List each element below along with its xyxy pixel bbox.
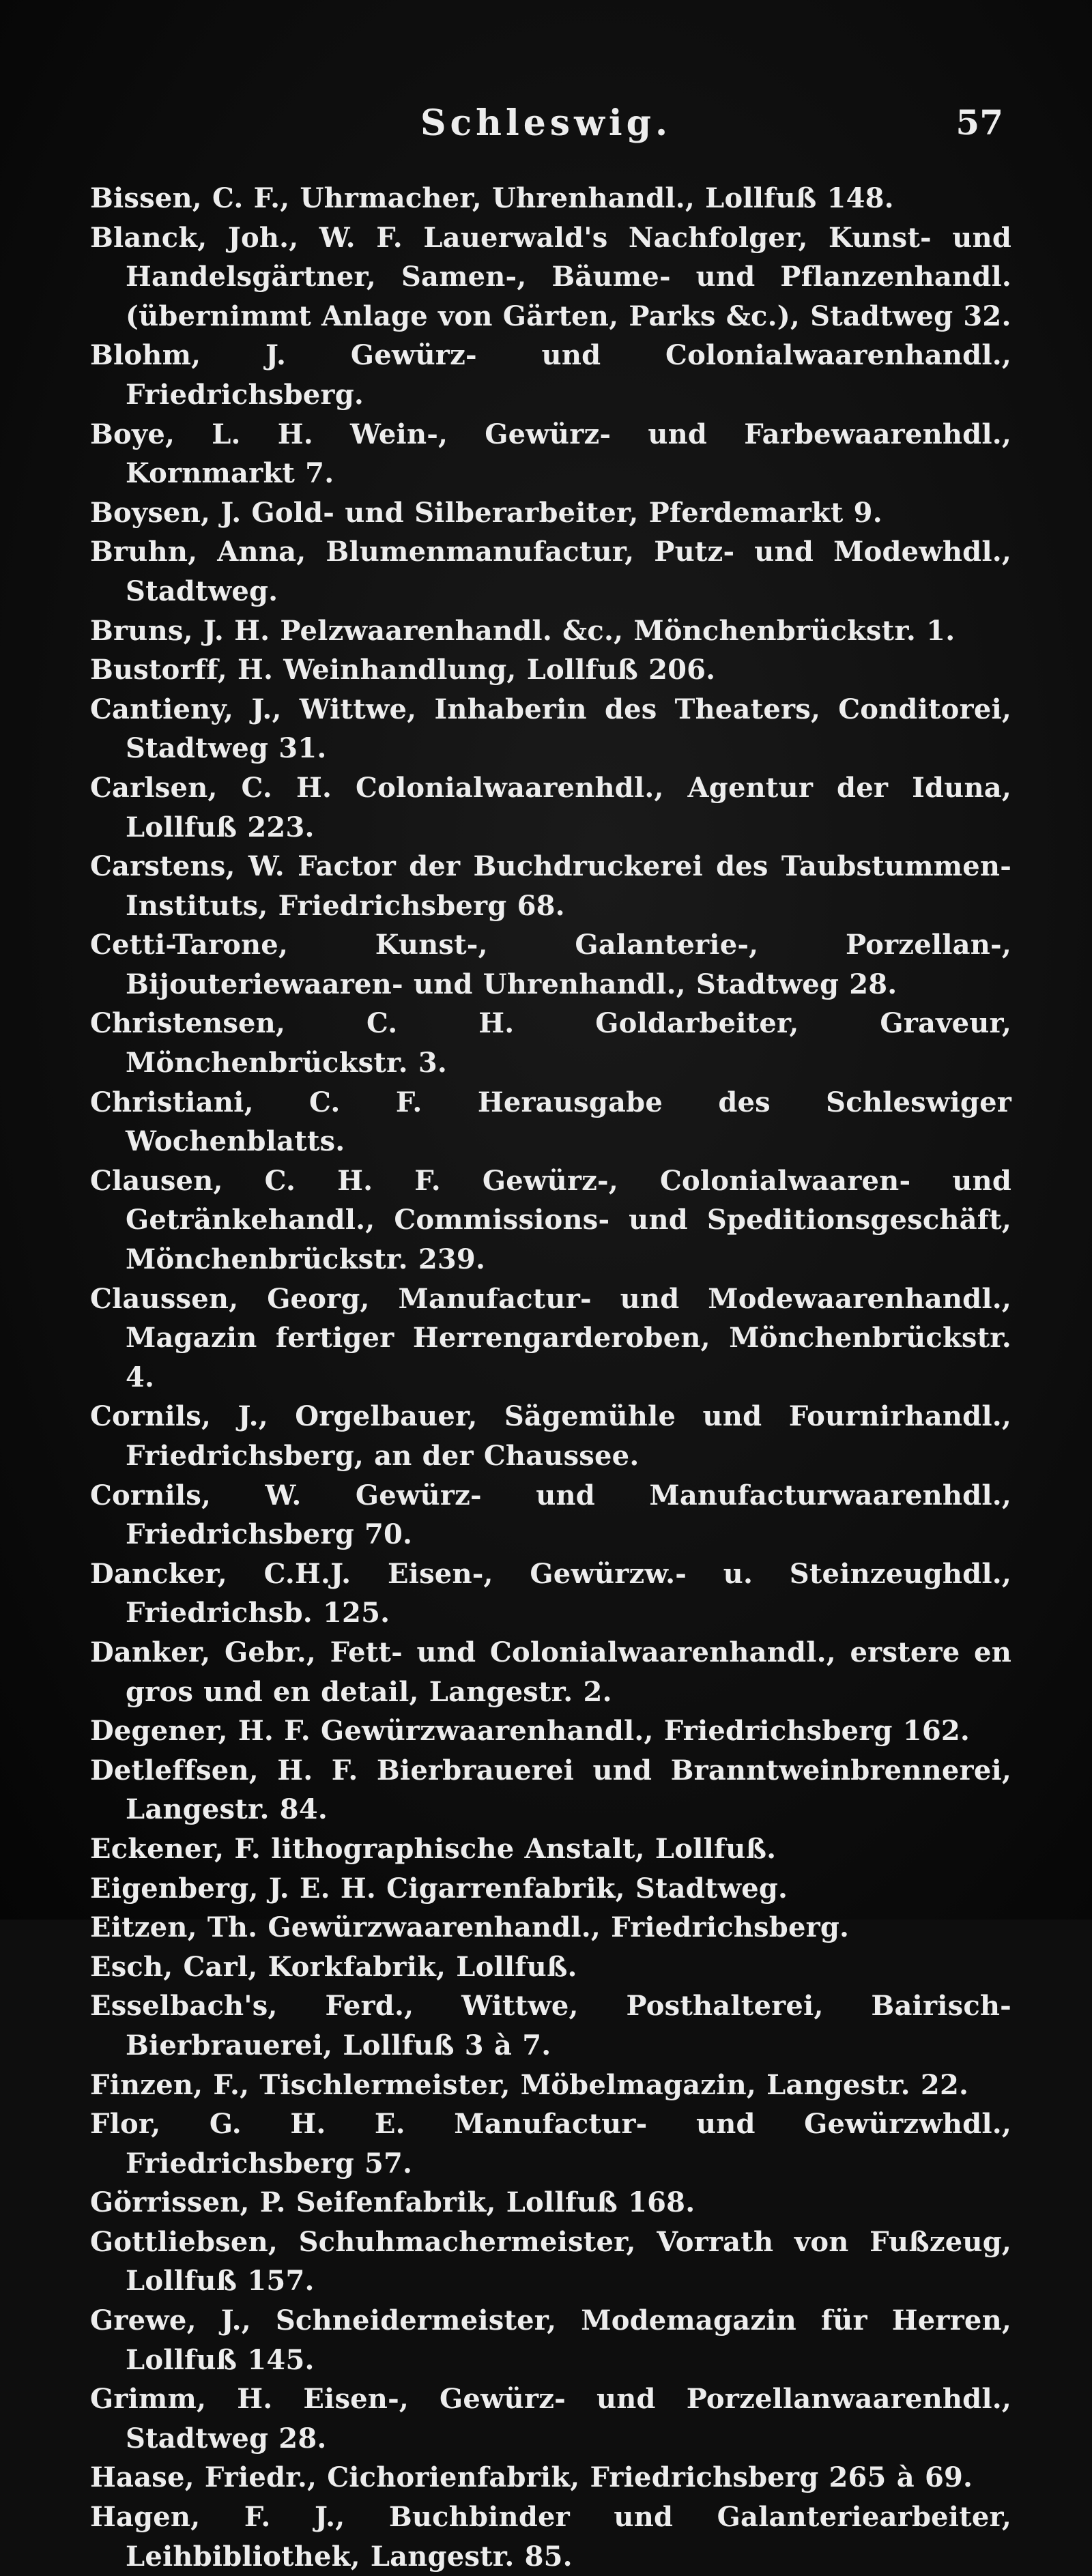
directory-entry: Bruns, J. H. Pelzwaarenhandl. &c., Mönchenbrückstr. 1. [90,614,956,647]
page-number: 57 [956,102,1003,143]
directory-entry: Bissen, C. F., Uhrmacher, Uhrenhandl., Lollfuß 148. [90,182,894,214]
directory-entry: Eckener, F. lithographische Anstalt, Lollfuß. [90,1832,777,1865]
directory-entry: Blanck, Joh., W. F. Lauerwald's Nachfolger, Kunst- und Handelsgärtner, Samen-, Bäume- und Pflanzenhandl. (übernimmt Anlage von Gärten, Parks &c.), Stadtweg 32. [90,221,1011,332]
directory-entry: Finzen, F., Tischlermeister, Möbelmagazin, Langestr. 22. [90,2068,969,2101]
directory-entry: Bustorff, H. Weinhandlung, Lollfuß 206. [90,654,716,686]
directory-entry: Carstens, W. Factor der Buchdruckerei des Taubstummen-Instituts, Friedrichsberg 68. [90,850,1011,922]
directory-entry: Flor, G. H. E. Manufactur- und Gewürzwhdl., Friedrichsberg 57. [90,2108,1011,2180]
directory-entry: Danker, Gebr., Fett- und Colonialwaarenhandl., erstere en gros und en detail, Langestr. 2. [90,1636,1011,1708]
directory-entry: Christensen, C. H. Goldarbeiter, Graveur, Mönchenbrückstr. 3. [90,1007,1011,1080]
directory-entry: Hagen, F. J., Buchbinder und Galanteriearbeiter, Leihbibliothek, Langestr. 85. [90,2501,1011,2573]
directory-entry: Esch, Carl, Korkfabrik, Lollfuß. [90,1950,577,1983]
directory-entry: Degener, H. F. Gewürzwaarenhandl., Friedrichsberg 162. [90,1715,971,1748]
directory-entry: Eitzen, Th. Gewürzwaarenhandl., Friedrichsberg. [90,1911,850,1944]
directory-entry: Bruhn, Anna, Blumenmanufactur, Putz- und Modewhdl., Stadtweg. [90,536,1011,607]
directory-entry: Boysen, J. Gold- und Silberarbeiter, Pferdemarkt 9. [90,496,882,529]
page-header [89,102,1003,157]
directory-entry: Blohm, J. Gewürz- und Colonialwaarenhandl., Friedrichsberg. [90,339,1011,411]
directory-entry: Esselbach's, Ferd., Wittwe, Posthalterei, Bairisch-Bierbrauerei, Lollfuß 3 à 7. [90,1990,1011,2061]
directory-entries [90,179,1011,2576]
directory-entry: Detleffsen, H. F. Bierbrauerei und Branntweinbrennerei, Langestr. 84. [90,1754,1011,1826]
directory-entry: Grimm, H. Eisen-, Gewürz- und Porzellanwaarenhdl., Stadtweg 28. [90,2383,1011,2455]
directory-entry: Cornils, J., Orgelbauer, Sägemühle und Fournirhandl., Friedrichsberg, an der Chaussee. [90,1400,1011,1472]
directory-entry: Clausen, C. H. F. Gewürz-, Colonialwaaren- und Getränkehandl., Commissions- und Speditionsgeschäft, Mönchenbrückstr. 239. [90,1164,1011,1276]
running-title: Schleswig. [420,102,672,144]
directory-entry: Grewe, J., Schneidermeister, Modemagazin für Herren, Lollfuß 145. [90,2304,1011,2376]
directory-entry: Christiani, C. F. Herausgabe des Schleswiger Wochenblatts. [90,1086,1011,1158]
directory-entry: Claussen, Georg, Manufactur- und Modewaarenhandl., Magazin fertiger Herrengarderoben, Mönchenbrückstr. 4. [90,1282,1011,1393]
directory-entry: Carlsen, C. H. Colonialwaarenhdl., Agentur der Iduna, Lollfuß 223. [90,771,1011,843]
directory-entry: Cetti-Tarone, Kunst-, Galanterie-, Porzellan-, Bijouteriewaaren- und Uhrenhandl., Stadtweg 28. [90,929,1011,1000]
directory-entry: Cantieny, J., Wittwe, Inhaberin des Theaters, Conditorei, Stadtweg 31. [90,693,1011,765]
directory-entry: Eigenberg, J. E. H. Cigarrenfabrik, Stadtweg. [90,1872,788,1905]
directory-entry: Haase, Friedr., Cichorienfabrik, Friedrichsberg 265 à 69. [90,2461,973,2494]
directory-entry: Boye, L. H. Wein-, Gewürz- und Farbewaarenhdl., Kornmarkt 7. [90,418,1011,490]
directory-entry: Cornils, W. Gewürz- und Manufacturwaarenhdl., Friedrichsberg 70. [90,1479,1011,1551]
directory-entry: Görrissen, P. Seifenfabrik, Lollfuß 168. [90,2186,695,2219]
directory-entry: Gottliebsen, Schuhmachermeister, Vorrath von Fußzeug, Lollfuß 157. [90,2225,1011,2298]
directory-entry: Dancker, C.H.J. Eisen-, Gewürzw.- u. Steinzeughdl., Friedrichsb. 125. [90,1557,1011,1630]
